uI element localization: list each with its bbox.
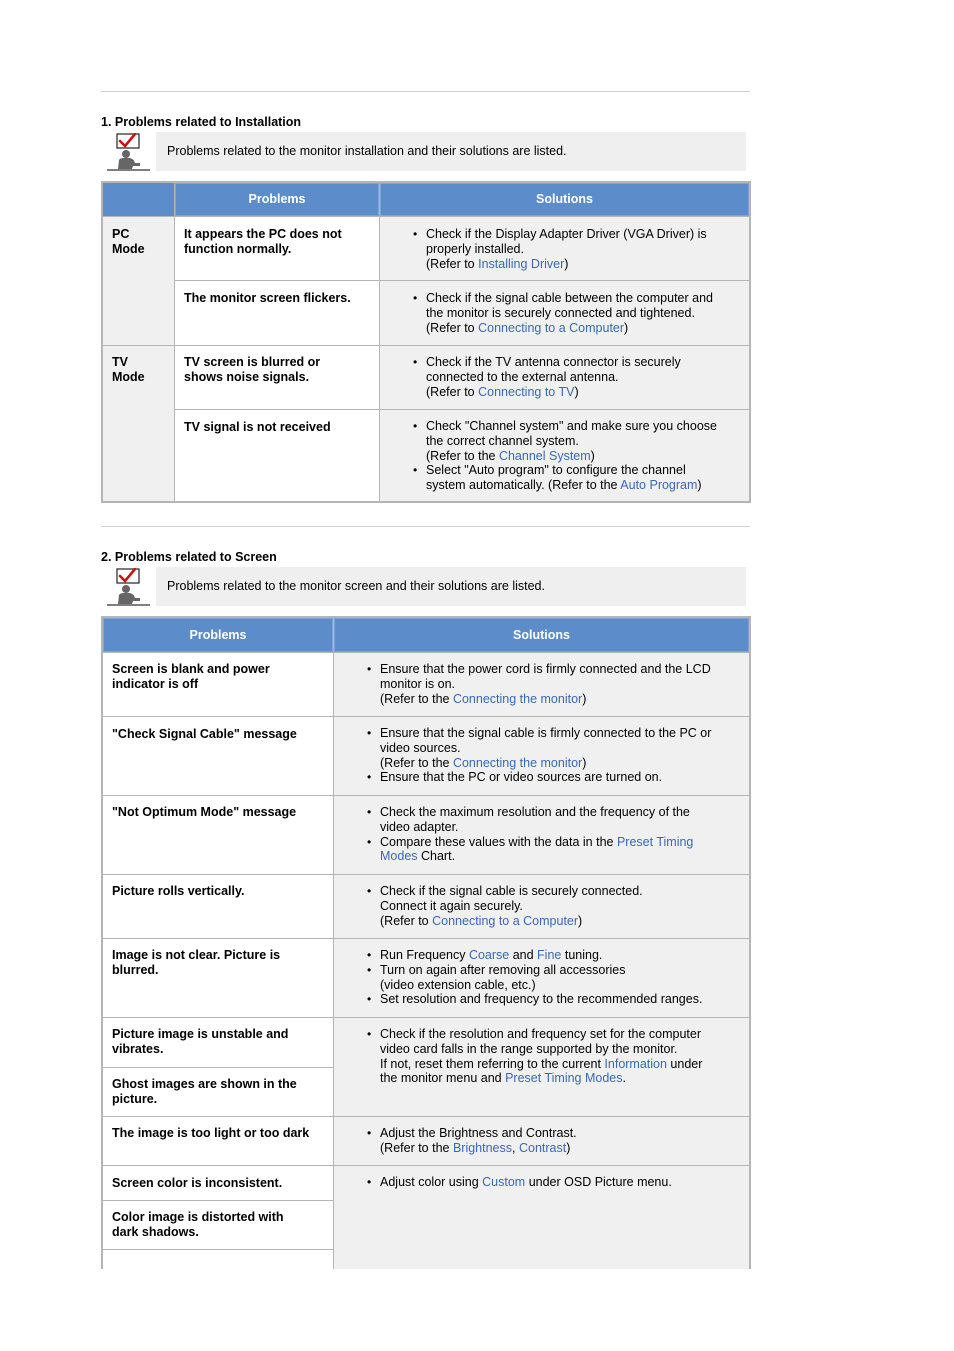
mode-label: PC [112, 227, 130, 241]
installation-table [101, 181, 751, 503]
mode-label: TV [112, 355, 128, 369]
list-item: • Turn on again after removing all accessories (video extension cable, etc.) [380, 963, 746, 993]
problem-cell: Picture image is unstable and vibrates. [103, 1018, 333, 1067]
list-item: • Check the maximum resolution and the frequency of the video adapter. [380, 805, 746, 835]
link-contrast[interactable]: Contrast [518, 1140, 567, 1155]
link-connecting-to-computer[interactable]: Connecting to a Computer [478, 320, 625, 335]
mode-label: Mode [112, 370, 145, 384]
list-item: • Check if the Display Adapter Driver (VGA Driver) is properly installed. (Refer to Installing Driver) [426, 227, 746, 271]
list-item: • Check if the signal cable is securely connected. Connect it again securely. (Refer to Connecting to a Computer) [380, 884, 746, 928]
problem-cell: Screen color is inconsistent. [103, 1166, 333, 1200]
checkmark-person-icon [106, 133, 152, 173]
problem-cell: TV screen is blurred or shows noise signals. [175, 346, 379, 409]
link-installing-driver[interactable]: Installing Driver [478, 256, 565, 271]
link-preset-timing-modes[interactable]: Preset Timing Modes [505, 1071, 623, 1086]
header-problems: Problems [175, 183, 379, 216]
problem-cell: The monitor screen flickers. [175, 281, 379, 345]
link-connecting-to-computer[interactable]: Connecting to a Computer [432, 913, 579, 928]
link-channel-system[interactable]: Channel System [498, 448, 591, 463]
problem-cell: Image is not clear. Picture is blurred. [103, 939, 333, 1017]
problem-cell: Picture rolls vertically. [103, 875, 333, 938]
problem-cell [103, 1250, 333, 1269]
list-item: • Adjust color using Custom under OSD Picture menu. [380, 1175, 746, 1190]
list-item: • Check if the TV antenna connector is securely connected to the external antenna. (Refer to Connecting to TV) [426, 355, 746, 399]
list-item: • Check if the signal cable between the computer and the monitor is securely connected and tightened. (Refer to Connecting to a Computer) [426, 291, 746, 335]
solution-cell [334, 939, 749, 1017]
section-divider-2 [101, 526, 750, 527]
link-preset-timing-modes[interactable]: Modes [380, 849, 418, 864]
header-blank-cell [103, 183, 174, 216]
mode-cell-tv [103, 346, 174, 501]
section-2-title: 2. Problems related to Screen [101, 550, 277, 564]
problem-cell: "Check Signal Cable" message [103, 717, 333, 795]
list-item: • Ensure that the signal cable is firmly connected to the PC or video sources. (Refer to the Connecting the monitor) [380, 726, 746, 770]
link-coarse[interactable]: Coarse [468, 948, 510, 962]
section-2-note: Problems related to the monitor screen and their solutions are listed. [156, 567, 746, 606]
solution-cell [380, 346, 749, 409]
list-item: • Check if the resolution and frequency set for the computer video card falls in the range supported by the monitor. If not, reset them referring to the current Information under the monitor menu and Preset Timing Modes. [380, 1027, 746, 1086]
solution-cell [334, 653, 749, 716]
list-item: • Select "Auto program" to configure the channel system automatically. (Refer to the Auto Program) [426, 463, 746, 493]
link-information[interactable]: Information [604, 1056, 667, 1071]
list-item: • Check "Channel system" and make sure you choose the correct channel system. (Refer to the Channel System) [426, 419, 746, 463]
screen-table [101, 616, 751, 1269]
solution-cell [334, 1117, 749, 1165]
solution-cell [334, 1018, 749, 1116]
header-problems: Problems [103, 618, 333, 652]
link-fine[interactable]: Fine [537, 948, 562, 962]
header-solutions: Solutions [334, 618, 749, 652]
link-custom[interactable]: Custom [482, 1175, 526, 1189]
problem-cell: It appears the PC does not function normally. [175, 217, 379, 280]
header-solutions: Solutions [380, 183, 749, 216]
problem-cell: Screen is blank and power indicator is off [103, 653, 333, 716]
mode-cell-pc [103, 217, 174, 345]
section-divider-1 [101, 91, 750, 92]
link-auto-program[interactable]: Auto Program [620, 478, 698, 493]
section-1-note: Problems related to the monitor installation and their solutions are listed. [156, 132, 746, 171]
link-brightness[interactable]: Brightness [452, 1140, 513, 1155]
problem-cell: The image is too light or too dark [103, 1117, 333, 1165]
problem-cell: "Not Optimum Mode" message [103, 796, 333, 874]
section-1-title: 1. Problems related to Installation [101, 115, 302, 129]
problem-cell: Color image is distorted with dark shadows. [103, 1201, 333, 1249]
problem-cell: Ghost images are shown in the picture. [103, 1068, 333, 1116]
list-item: • Ensure that the PC or video sources are turned on. [380, 770, 746, 785]
checkmark-person-icon [106, 568, 152, 608]
list-item: • Run Frequency Coarse and Fine tuning. [380, 948, 746, 963]
link-connecting-the-monitor[interactable]: Connecting the monitor [452, 755, 583, 770]
solution-cell [380, 410, 749, 501]
list-item: • Ensure that the power cord is firmly connected and the LCD monitor is on. (Refer to the Connecting the monitor) [380, 662, 746, 706]
list-item: • Set resolution and frequency to the recommended ranges. [380, 992, 746, 1007]
link-connecting-to-tv[interactable]: Connecting to TV [478, 384, 575, 399]
solution-cell [334, 796, 749, 874]
list-item: • Compare these values with the data in the Preset Timing Modes Chart. [380, 835, 746, 865]
solution-cell [334, 1166, 749, 1269]
solution-cell [380, 281, 749, 345]
mode-label: Mode [112, 242, 145, 256]
problem-cell: TV signal is not received [175, 410, 379, 501]
solution-cell [380, 217, 749, 280]
link-preset-timing-modes[interactable]: Preset Timing [616, 834, 694, 849]
link-connecting-the-monitor[interactable]: Connecting the monitor [452, 691, 583, 706]
solution-cell [334, 717, 749, 795]
list-item: • Adjust the Brightness and Contrast. (Refer to the Brightness, Contrast) [380, 1126, 746, 1156]
solution-cell [334, 875, 749, 938]
